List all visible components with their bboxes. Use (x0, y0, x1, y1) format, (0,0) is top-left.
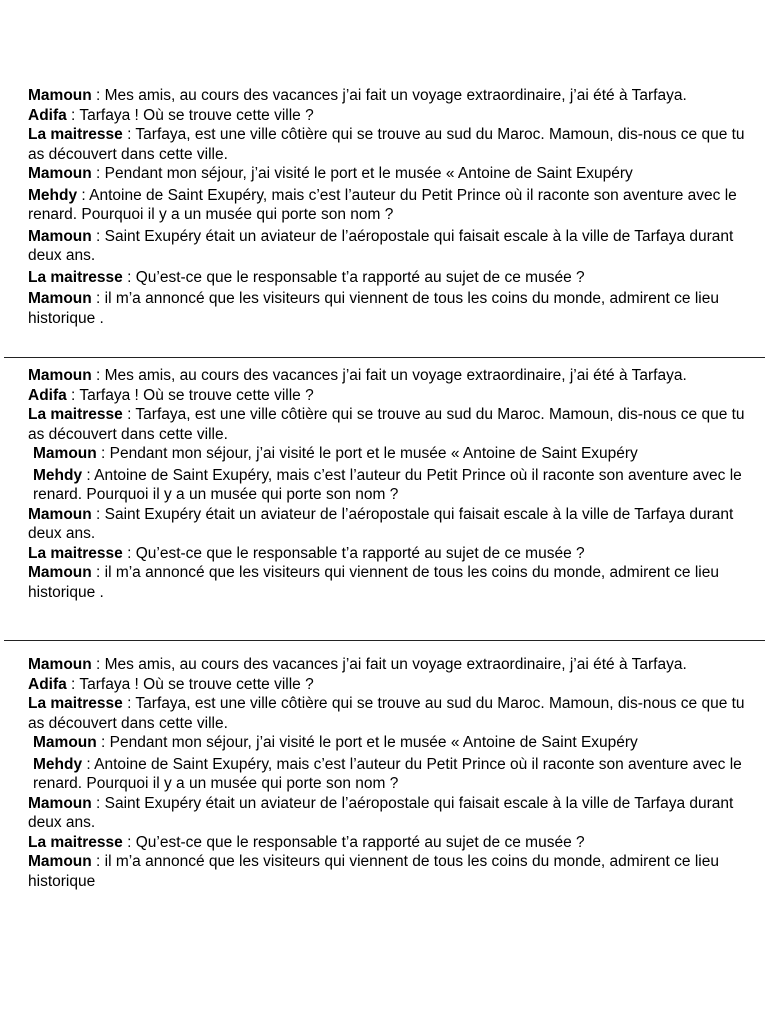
speaker-name: Mehdy (33, 755, 83, 773)
dialogue-text: : Pendant mon séjour, j’ai visité le port et le musée « Antoine de Saint Exupéry (96, 445, 638, 462)
dialogue-line (28, 675, 746, 695)
dialogue-text: : Tarfaya, est une ville côtière qui se trouve au sud du Maroc. Mamoun, dis-nous ce que tu as découvert dans cette ville. (28, 406, 745, 443)
dialogue-line (28, 466, 746, 505)
dialogue-section-1 (28, 86, 746, 328)
speaker-name: Mamoun (28, 656, 92, 673)
dialogue-line (28, 505, 746, 544)
dialogue-section-2 (28, 366, 746, 602)
dialogue-text: : il m’a annoncé que les visiteurs qui viennent de tous les coins du monde, admirent ce lieu historique (28, 853, 719, 890)
dialogue-line (28, 544, 746, 564)
dialogue-line (28, 755, 746, 794)
dialogue-line (28, 655, 746, 675)
dialogue-line (28, 106, 746, 126)
speaker-name: Mamoun (28, 853, 92, 870)
dialogue-line (28, 405, 746, 444)
speaker-name: Adifa (28, 386, 67, 404)
speaker-name: Mehdy (33, 466, 83, 484)
dialogue-text: : Antoine de Saint Exupéry, mais c’est l’auteur du Petit Prince où il raconte son aventure avec le renard. Pourquoi il y a un musée qui porte son nom ? (33, 466, 742, 503)
dialogue-line (28, 86, 746, 106)
section-divider (4, 357, 765, 358)
dialogue-line (28, 268, 746, 288)
dialogue-line (28, 386, 746, 406)
section-divider (4, 640, 765, 641)
speaker-name: La maitresse (28, 126, 123, 143)
speaker-name: Mamoun (28, 87, 92, 104)
dialogue-line (28, 125, 746, 164)
speaker-name: Adifa (28, 675, 67, 693)
dialogue-text: : Qu’est-ce que le responsable t’a rapporté au sujet de ce musée ? (122, 268, 585, 286)
speaker-name: Mehdy (28, 186, 78, 204)
dialogue-text: : Tarfaya ! Où se trouve cette ville ? (66, 386, 314, 404)
dialogue-text: : Antoine de Saint Exupéry, mais c’est l’auteur du Petit Prince où il raconte son aventure avec le renard. Pourquoi il y a un musée qui porte son nom ? (33, 755, 742, 792)
dialogue-line (28, 227, 746, 266)
dialogue-line (28, 694, 746, 733)
dialogue-text: : Pendant mon séjour, j’ai visité le port et le musée « Antoine de Saint Exupéry (96, 734, 638, 751)
speaker-name: Mamoun (33, 445, 97, 462)
dialogue-line (28, 563, 746, 602)
speaker-name: Mamoun (28, 165, 92, 182)
speaker-name: La maitresse (28, 406, 123, 423)
dialogue-line (28, 794, 746, 833)
dialogue-text: : Pendant mon séjour, j’ai visité le port et le musée « Antoine de Saint Exupéry (91, 165, 633, 182)
speaker-name: La maitresse (28, 544, 123, 562)
dialogue-text: : il m’a annoncé que les visiteurs qui viennent de tous les coins du monde, admirent ce lieu historique . (28, 564, 719, 601)
speaker-name: Adifa (28, 106, 67, 124)
dialogue-text: : Mes amis, au cours des vacances j’ai fait un voyage extraordinaire, j’ai été à Tarfaya. (91, 87, 687, 104)
dialogue-text: : Saint Exupéry était un aviateur de l’aéropostale qui faisait escale à la ville de Tarfaya durant deux ans. (28, 505, 734, 542)
dialogue-text: : Qu’est-ce que le responsable t’a rapporté au sujet de ce musée ? (122, 833, 585, 851)
dialogue-text: : Saint Exupéry était un aviateur de l’aéropostale qui faisait escale à la ville de Tarfaya durant deux ans. (28, 794, 734, 831)
speaker-name: Mamoun (28, 367, 92, 384)
speaker-name: La maitresse (28, 268, 123, 286)
speaker-name: Mamoun (28, 505, 92, 523)
dialogue-text: : Qu’est-ce que le responsable t’a rapporté au sujet de ce musée ? (122, 544, 585, 562)
dialogue-text: : Saint Exupéry était un aviateur de l’aéropostale qui faisait escale à la ville de Tarfaya durant deux ans. (28, 227, 734, 264)
dialogue-line (28, 186, 746, 225)
dialogue-text: : Tarfaya, est une ville côtière qui se trouve au sud du Maroc. Mamoun, dis-nous ce que tu as découvert dans cette ville. (28, 126, 745, 163)
speaker-name: La maitresse (28, 695, 123, 712)
speaker-name: Mamoun (28, 794, 92, 812)
dialogue-line (28, 366, 746, 386)
dialogue-text: : Tarfaya ! Où se trouve cette ville ? (66, 675, 314, 693)
speaker-name: Mamoun (28, 564, 92, 581)
dialogue-text: : il m’a annoncé que les visiteurs qui viennent de tous les coins du monde, admirent ce lieu historique . (28, 290, 719, 327)
speaker-name: Mamoun (33, 734, 97, 751)
speaker-name: La maitresse (28, 833, 123, 851)
dialogue-section-3 (28, 655, 746, 891)
dialogue-text: : Tarfaya, est une ville côtière qui se trouve au sud du Maroc. Mamoun, dis-nous ce que tu as découvert dans cette ville. (28, 695, 745, 732)
dialogue-line (28, 289, 746, 328)
dialogue-line (28, 733, 746, 753)
dialogue-line (28, 444, 746, 464)
speaker-name: Mamoun (28, 227, 92, 245)
dialogue-text: : Antoine de Saint Exupéry, mais c’est l’auteur du Petit Prince où il raconte son aventure avec le renard. Pourquoi il y a un musée qui porte son nom ? (28, 186, 737, 223)
dialogue-text: : Mes amis, au cours des vacances j’ai fait un voyage extraordinaire, j’ai été à Tarfaya. (91, 656, 687, 673)
dialogue-line (28, 833, 746, 853)
speaker-name: Mamoun (28, 290, 92, 307)
dialogue-line (28, 164, 746, 184)
dialogue-line (28, 852, 746, 891)
dialogue-text: : Mes amis, au cours des vacances j’ai fait un voyage extraordinaire, j’ai été à Tarfaya. (91, 367, 687, 384)
dialogue-text: : Tarfaya ! Où se trouve cette ville ? (66, 106, 314, 124)
